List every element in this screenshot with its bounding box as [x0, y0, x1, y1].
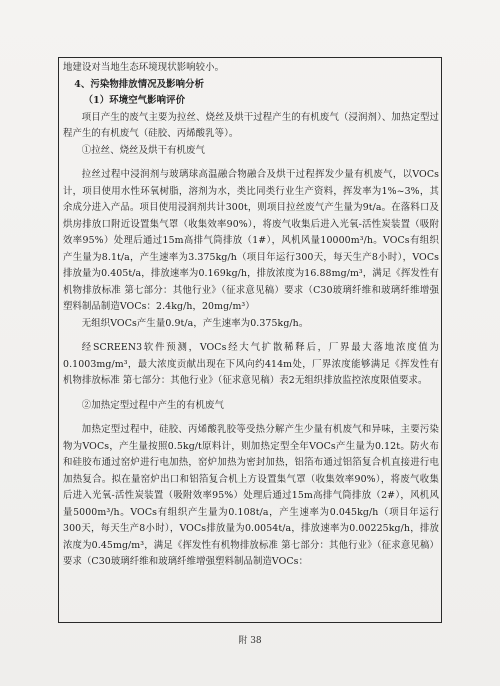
paragraph: （1）环境空气影响评价 — [83, 95, 186, 106]
paragraph: 拉丝过程中浸润剂与玻璃球高温融合物融合及烘干过程挥发少量有机废气，以VOCs计，项目使用水性环氧树脂，溶剂为水，类比同类行业生产资料，挥发率为1%~3%，其余成分进入产品。项目使用浸润剂共计300t，则项目拉丝废气产生量为9t/a。在落料口及烘房排放口附近设置集气罩（收集效率90%），将废气收集后进入光氧-活性炭装置（吸附效率95%）处理后通过15m高排气筒排放（1#），风机风量10000m³/h。VOCs有组织产生量为8.1t/a，产生速率为3.375kg/h（项目年运行300天，每天生产8小时），VOCs排放量为0.405t/a，排放速率为0.169kg/h，排放浓度为16.88mg/m³，满足《挥发性有机物排放标准 第七部分：其他行业》（征求意见稿）要求（C30玻璃纤维和玻璃纤维增强塑料制品制造VOCs：2.4kg/h，20mg/m³） — [63, 169, 439, 312]
paragraph: 4、污染物排放情况及影响分析 — [74, 78, 205, 90]
document-body — [63, 60, 439, 571]
paragraph-gap — [63, 414, 439, 422]
page-number: 附 38 — [238, 636, 262, 646]
paragraph-gap — [63, 390, 439, 398]
paragraph: 经SCREEN3软件预测，VOCs经大气扩散稀释后，厂界最大落地浓度值为0.1003mg/m³，最大浓度贡献出现在下风向约414m处，厂界浓度能够满足《挥发性有机物排放标准 第七部分：其他行业》（征求意见稿）表2无组织排放监控浓度限值要求。 — [63, 342, 439, 386]
paragraph: 无组织VOCs产生量0.9t/a，产生速率为0.375kg/h。 — [81, 317, 309, 329]
paragraph: 加热定型过程中，硅胶、丙烯酸乳胶等受热分解产生少量有机废气和异味，主要污染物为VOCs，产生量按照0.5kg/t原料计，则加热定型全年VOCs产生量为0.12t。防火布和硅胶布通过窑炉进行电加热，窑炉加热为密封加热，铝箔布通过铝箔复合机直接进行电加热复合。拟在量窑炉出口和铝箔复合机上方设置集气罩（收集效率90%），将废气收集后进入光氧-活性炭装置（吸附效率95%）处理后通过15m高排气筒排放（2#），风机风量5000m³/h。VOCs有组织产生量为0.108t/a，产生速率为0.045kg/h（项目年运行300天，每天生产8小时），VOCs排放量为0.0054t/a，排放速率为0.00225kg/h，排放浓度为0.45mg/m³，满足《挥发性有机物排放标准 第七部分：其他行业》（征求意见稿）要求（C30玻璃纤维和玻璃纤维增强塑料制品制造VOCs： — [63, 424, 439, 567]
paragraph: ②加热定型过程中产生的有机废气 — [81, 399, 224, 411]
paragraph-gap — [63, 332, 439, 340]
paragraph: 地建设对当地生态环境现状影响较小。 — [63, 62, 225, 73]
paragraph-gap — [63, 159, 439, 167]
paragraph: 项目产生的废气主要为拉丝、烧丝及烘干过程产生的有机废气（浸润剂）、加热定型过程产生的有机废气（硅胶、丙烯酸乳等）。 — [63, 111, 439, 139]
paragraph: ①拉丝、烧丝及烘干有机废气 — [81, 144, 205, 156]
